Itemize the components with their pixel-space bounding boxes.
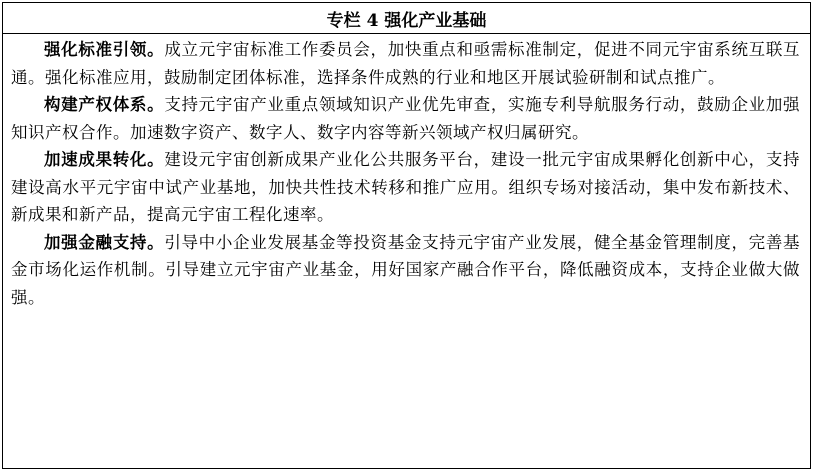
paragraph-heading: 构建产权体系。	[44, 95, 165, 114]
column-title: 专栏 4 强化产业基础	[3, 3, 810, 34]
paragraph-heading: 加速成果转化。	[44, 150, 165, 169]
paragraph-financial-support	[11, 229, 800, 312]
paragraph-body: 建设元宇宙创新成果产业化公共服务平台，建设一批元宇宙成果孵化创新中心，支持建设高水平元宇宙中试产业基地，加快共性技术转移和推广应用。组织专场对接活动，集中发布新技术、新成果和新产品，提高元宇宙工程化速率。	[11, 150, 801, 224]
column-content	[3, 34, 810, 311]
paragraph-heading: 加强金融支持。	[44, 232, 165, 252]
paragraph-standards	[11, 36, 800, 91]
paragraph-heading: 强化标准引领。	[44, 40, 165, 59]
paragraph-body: 引导中小企业发展基金等投资基金支持元宇宙产业发展，健全基金管理制度，完善基金市场化运作机制。引导建立元宇宙产业基金，用好国家产融合作平台，降低融资成本，支持企业做大做强。	[11, 232, 801, 307]
paragraph-property-rights	[11, 91, 800, 146]
paragraph-body: 支持元宇宙产业重点领域知识产业优先审查，实施专利导航服务行动，鼓励企业加强知识产权合作。加速数字资产、数字人、数字内容等新兴领域产权归属研究。	[11, 95, 801, 142]
policy-column-box	[2, 2, 811, 469]
paragraph-body: 成立元宇宙标准工作委员会，加快重点和亟需标准制定，促进不同元宇宙系统互联互通。强化标准应用，鼓励制定团体标准，选择条件成熟的行业和地区开展试验研制和试点推广。	[11, 40, 801, 87]
paragraph-results-transfer	[11, 146, 800, 229]
